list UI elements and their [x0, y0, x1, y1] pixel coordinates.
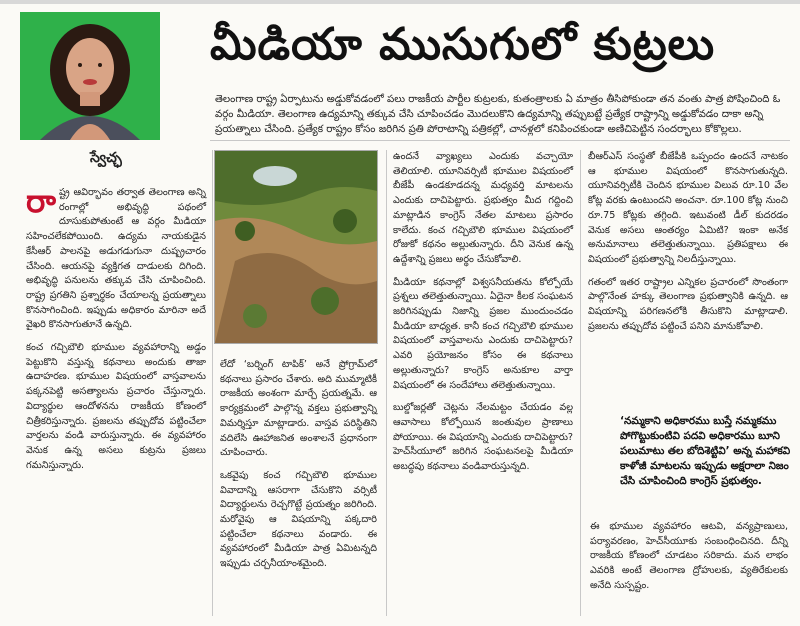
paragraph: గతంలో ఇతర రాష్ట్రాల ఎన్నికల ప్రచారంలో సొంతంగా పాల్గొనేంత హక్కు తెలంగాణ ప్రభుత్వానికి ఉన్నది. ఆ విషయాన్ని పరిగణనలోకి తీసుకొని మాట్లాడాలి. ప్రజలను తప్పుదోవ పట్టించే పనిని మానుకోవాలి. — [588, 276, 788, 332]
paragraph — [26, 182, 206, 333]
author-portrait-icon — [20, 12, 160, 140]
column-4 — [588, 150, 788, 334]
paragraph: మీడియా కథనాల్లో విశ్వసనీయతను కోల్పోయే ప్రశ్నలు తలెత్తుతున్నాయి. ఏదైనా కీలక సంఘటన జరిగినప్పుడు నిజాన్ని ప్రజల ముందుంచడం మీడియా బాధ్యత. కానీ కంచ గచ్చిబౌలి భూముల విషయంలో వాస్తవాలను ఎందుకు దాచిపెట్టారు? ఎవరి ప్రయోజనం కోసం ఈ కథనాలు అల్లుతున్నారు? కాంగ్రెస్ అనుకూల వార్తా విషయంలో ఈ సందేహాలు తలెత్తుతున్నాయి. — [393, 276, 573, 391]
quote-text: ‘నమ్మకాని అధికారము బుస్తే నమ్మకము పోగొట్టుకుంటివి పదవి అధికారము బూని పలుమాటు తల బోదిశెట్టివి’ అన్న మహాకవి కాళోజీ మాటలను ఇప్పుడు అక్షరాలా నిజం చేసి చూపించింది కాంగ్రెస్ ప్రభుత్వం. — [620, 415, 791, 487]
forest-aerial-icon — [215, 151, 377, 343]
paragraph: బీఆర్ఎస్ సంస్థతో బీజేపీకి ఒప్పందం ఉందనే నాటకం ఆ భూముల విషయంలో కొనసాగుతున్నది. యూనివర్సిటీకి చెందిన భూముల విలువ రూ.10 వేల కోట్ల వరకు ఉంటుందని అంచనా. రూ.100 కోట్ల నుంచి రూ.75 కోట్లకు తగ్గింది. ఇటువంటి డీల్ కుదరడం వెనుక అసలు ఆంతర్యం ఏమిటి? ఇంకా అనేక అనుమానాలు తలెత్తుతున్నాయి. ప్రతిపక్షాలు ఈ విషయంలో ప్రభుత్వాన్ని నిలదీస్తున్నాయి. — [588, 151, 788, 265]
column-divider — [212, 150, 213, 616]
dropcap: రా — [26, 182, 56, 220]
column-4-end — [590, 520, 788, 594]
column-1 — [26, 182, 206, 473]
paragraph: ఒకవైపు కంచ గచ్చిబౌలి భూముల వివాదాన్ని ఆసరాగా చేసుకొని వర్సిటీ విద్యార్థులను రెచ్చగొట్టే ప్రయత్నం జరిగింది. మరోవైపు ఆ విషయాన్ని పక్కదారి పట్టించేలా కథనాలు వండారు. ఈ వ్యవహారంలో మీడియా పాత్ర ఏమిటన్నది ఇప్పుడు చర్చనీయాంశమైంది. — [220, 469, 377, 570]
paragraph: బుల్డోజర్లతో చెట్లను నేలమట్టం చేయడం వల్ల ఆవాసాలు కోల్పోయిన జంతువుల ప్రాణాలు పోయాయి. ఈ విషయాన్ని ఎందుకు దాచిపెట్టారు? హెచ్‌సీయూలో జరిగిన సంఘటనలపై మీడియా అబద్ధపు కథనాలు వండివారుస్తున్నది. — [393, 402, 573, 473]
land-photo — [214, 150, 378, 344]
column-divider — [580, 150, 581, 616]
paragraph: కంచ గచ్చిబౌలి భూముల వ్యవహారాన్ని అడ్డం పెట్టుకొని వస్తున్న కథనాలు అందుకు తాజా ఉదాహరణ. భూముల విషయంలో వాస్తవాలను పక్కనపెట్టి అసత్యాలను ప్రచారం చేస్తున్నారు. విద్యార్థుల ఆందోళనను రాజకీయ కోణంలో చిత్రీకరిస్తున్నారు. ప్రజలను తప్పుదోవ పట్టించేలా వార్తలను వండి వారుస్తున్నారు. ఈ వ్యవహారం వెనుక ఉన్న అసలు కుట్రను ప్రజలు గమనిస్తున్నారు. — [26, 342, 206, 471]
intro-text: తెలంగాణ రాష్ట్ర ఏర్పాటును అడ్డుకోవడంలో పలు రాజకీయ పార్టీల కుట్రలకు, కుతంత్రాలకు ఏ మాత్రం తీసిపోకుండా తన వంతు పాత్ర పోషించింది ఓ వర్గం మీడియా. తెలంగాణ ఉద్యమాన్ని తక్కువ చేసి చూపించడం మొదలుకొని ఉద్యమాన్ని తప్పుబట్టే ప్రత్యేక రాష్ట్రాన్ని అడ్డుకోవడం దాకా అన్ని ప్రయత్నాలు చేసింది. ప్రత్యేక రాష్ట్రం కోసం జరిగిన ప్రతి పోరాటాన్ని పత్రికల్లో, చానళ్లలో కనిపించకుండా అణిచిపెట్టిన సందర్భాలు కోకొల్లలు. — [215, 94, 781, 135]
paragraph-text: ష్ట్ర ఆవిర్భావం తర్వాత తెలంగాణ అన్ని రంగాల్లో అభివృద్ధి పథంలో దూసుకుపోతుంటే ఆ వర్గం మీడియా సహించలేకపోయింది. ఉద్యమ నాయకుడైన కేసీఆర్ పాలనపై అడుగడుగునా దుష్ప్రచారం చేసింది. ఆయనపై వ్యక్తిగత దాడులకు దిగింది. అభివృద్ధి పనులను తక్కువ చేసి చూపించింది. రాష్ట్ర ప్రగతిని ప్రశ్నార్థకం చేయాలన్న ప్రయత్నాలు కొనసాగించింది. ఇప్పుడు అధికారం మారినా అదే వైఖరి కొనసాగుతూనే ఉన్నది. — [26, 187, 206, 331]
column-2 — [220, 358, 377, 572]
headline: మీడియా ముసుగులో కుట్రలు — [210, 19, 716, 70]
paragraph: ఉందనే వ్యాఖ్యలు ఎందుకు వచ్చాయో తెలియాలి. యూనివర్సిటీ భూముల విషయంలో బీజేపీ ఉండకూడదన్న మధ్యవర్తి మాటలను ఎందుకు దాచిపెట్టారు. ప్రభుత్వం మీద గద్దించి మాట్లాడిన కాంగ్రెస్ నేతల మాటలు ప్రసారం కాలేదు. కంచ గచ్చిబౌలి భూముల విషయంలో రోజుకో కథనం అల్లుతున్నారు. దీని వెనుక ఉన్న ఉద్దేశాన్ని ప్రజలు అర్థం చేసుకోవాలి. — [393, 151, 573, 265]
top-rule — [0, 0, 800, 4]
column-divider — [386, 150, 387, 616]
pull-quote — [620, 414, 796, 489]
author-photo — [20, 12, 160, 140]
intro-paragraph — [215, 92, 795, 137]
column-3 — [393, 150, 573, 475]
paragraph: లేదో ‘బర్నింగ్ టాపిక్’ అనే ప్రోగ్రామ్‌లో కథనాలు ప్రసారం చేశారు. అది ముమ్మాటికీ రాజకీయ అంశంగా మార్చే ప్రయత్నమే. ఆ కార్యక్రమంలో పాల్గొన్న వక్తలు ప్రభుత్వాన్ని విమర్శిస్తూ మాట్లాడారు. వాస్తవ పరిస్థితిని వదిలేసి ఊహాజనిత అంశాలనే ప్రధానంగా చూపించారు. — [220, 359, 377, 459]
paragraph: ఈ భూముల వ్యవహారం ఆటవి, వన్యప్రాణులు, పర్యావరణం, హెచ్‌సీయూకు సంబంధించినది. దీన్ని రాజకీయ కోణంలో చూడటం సరికాదు. మన లాభం ఎవరికి అంటే తెలంగాణ ద్రోహులకు, వ్యతిరేకులకు అనేది సుస్పష్టం. — [590, 521, 788, 591]
intro-divider — [210, 140, 790, 141]
author-byline: స్వేచ్ఛ — [90, 150, 122, 166]
